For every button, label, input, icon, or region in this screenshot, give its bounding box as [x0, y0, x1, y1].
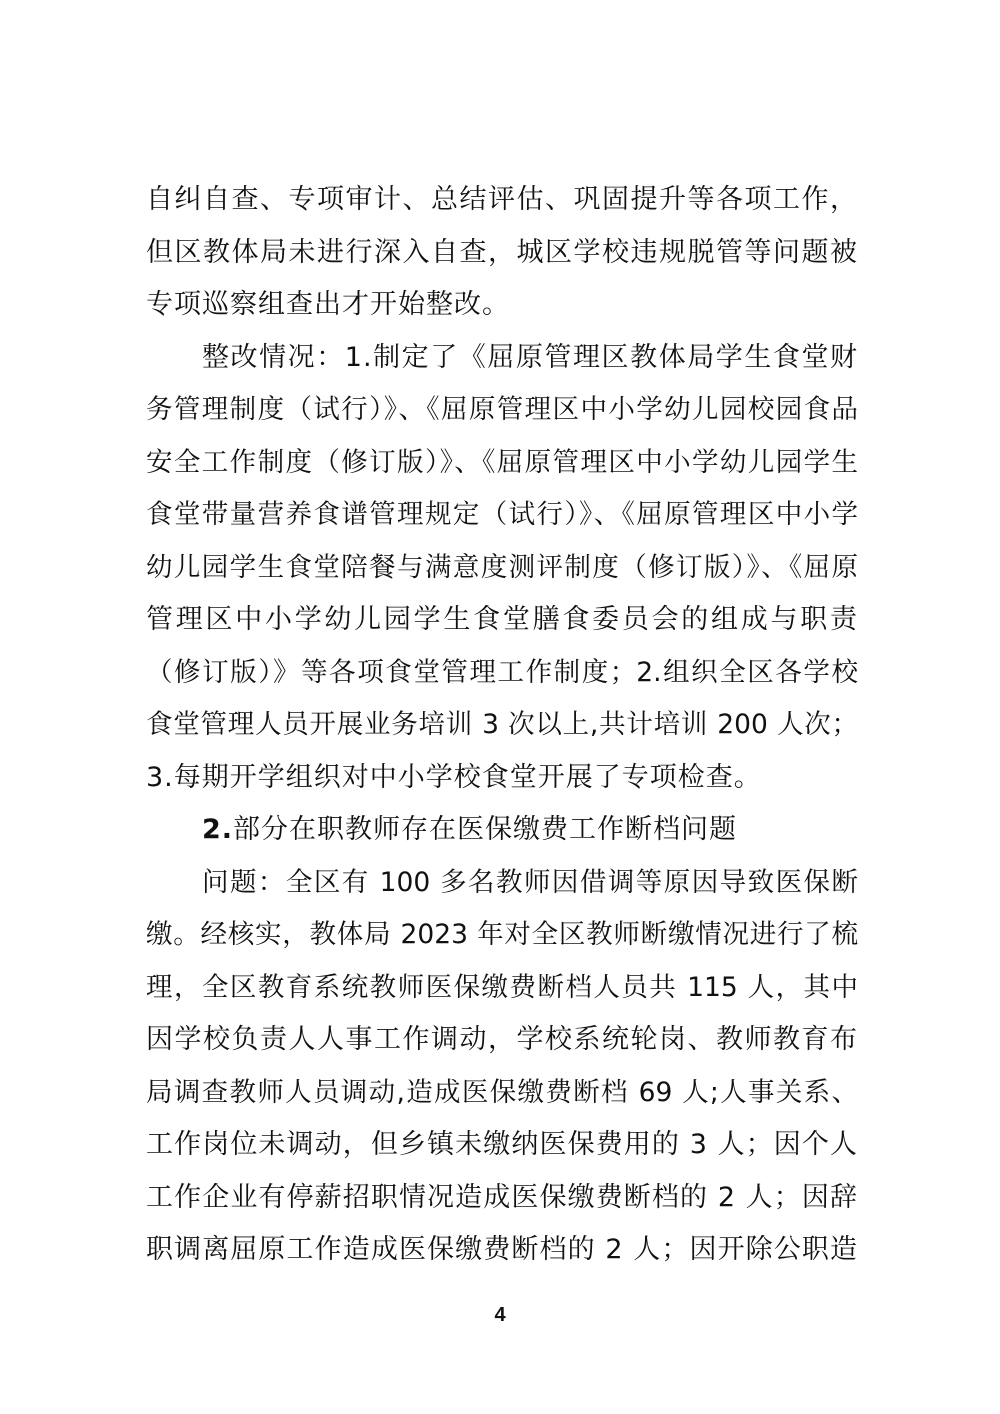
paragraph-line: 务管理制度（试行）》、《屈原管理区中小学幼儿园校园食品	[146, 394, 858, 425]
paragraph-line: 管理区中小学幼儿园学生食堂膳食委员会的组成与职责	[146, 604, 858, 635]
paragraph-line: 但区教体局未进行深入自查，城区学校违规脱管等问题被	[146, 237, 858, 268]
page-number: 4	[494, 1304, 506, 1326]
paragraph-line: 食堂带量营养食谱管理规定（试行）》、《屈原管理区中小学	[146, 499, 858, 530]
paragraph-line: 理，全区教育系统教师医保缴费断档人员共 115 人，其中	[146, 972, 858, 1003]
paragraph-line: 工作企业有停薪招职情况造成医保缴费断档的 2 人；因辞	[146, 1182, 858, 1213]
paragraph-line: 安全工作制度（修订版）》、《屈原管理区中小学幼儿园学生	[146, 447, 858, 478]
section-heading	[202, 810, 858, 850]
section-number: 2.	[202, 814, 234, 845]
paragraph-line: 局调查教师人员调动,造成医保缴费断档 69 人;人事关系、	[146, 1077, 858, 1108]
paragraph-line: 3.每期开学组织对中小学校食堂开展了专项检查。	[146, 762, 762, 793]
paragraph-line: 缴。经核实，教体局 2023 年对全区教师断缴情况进行了梳	[146, 919, 858, 950]
paragraph-line: 整改情况：1.制定了《屈原管理区教体局学生食堂财	[202, 342, 858, 373]
paragraph-line: （修订版）》等各项食堂管理工作制度；2.组织全区各学校	[146, 657, 858, 688]
paragraph-line: 食堂管理人员开展业务培训 3 次以上,共计培训 200 人次；	[146, 709, 858, 740]
paragraph-line: 幼儿园学生食堂陪餐与满意度测评制度（修订版）》、《屈原	[146, 552, 858, 583]
paragraph-line: 专项巡察组查出才开始整改。	[146, 289, 510, 320]
paragraph-line: 工作岗位未调动，但乡镇未缴纳医保费用的 3 人；因个人	[146, 1129, 858, 1160]
paragraph-line: 因学校负责人人事工作调动，学校系统轮岗、教师教育布	[146, 1024, 858, 1055]
section-heading-text: 部分在职教师存在医保缴费工作断档问题	[233, 814, 738, 845]
paragraph-line: 问题：全区有 100 多名教师因借调等原因导致医保断	[202, 867, 858, 898]
paragraph-line: 职调离屈原工作造成医保缴费断档的 2 人；因开除公职造	[146, 1234, 858, 1265]
paragraph-line: 自纠自查、专项审计、总结评估、巩固提升等各项工作，	[146, 184, 858, 215]
